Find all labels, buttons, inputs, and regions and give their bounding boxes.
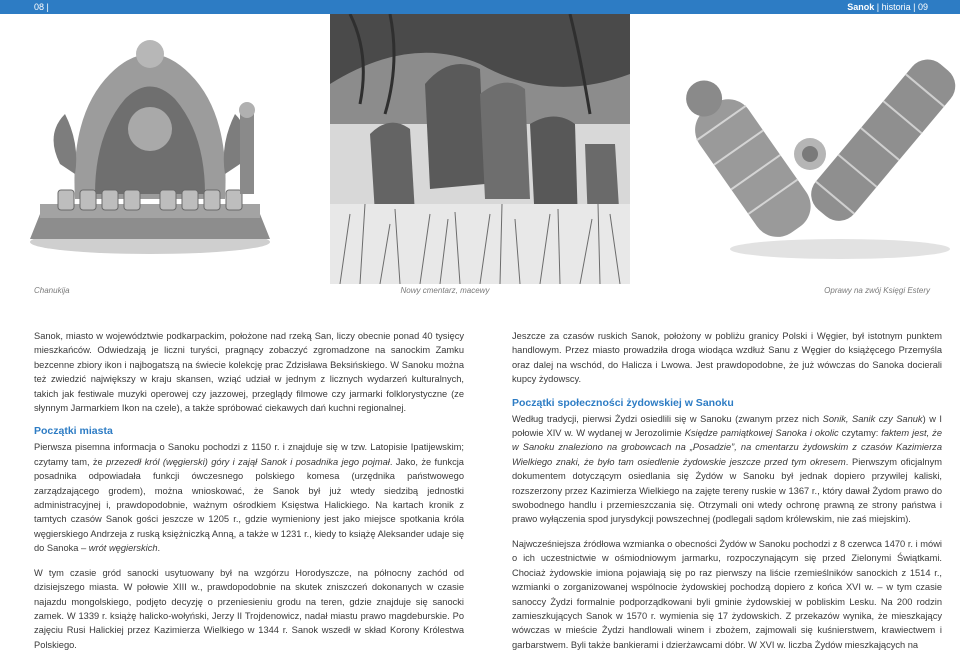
header-title: Sanok [847, 2, 875, 12]
heading-jewish-community: Początki społeczności żydowskiej w Sanoku [512, 396, 734, 409]
photo-scroll-cases [660, 14, 960, 284]
header-section: historia [881, 2, 911, 12]
intro-paragraph: Sanok, miasto w województwie podkarpackim, położone nad rzeką San, liczy obecnie ponad 40 tysięcy mieszkańców. Odwiedzają je liczni turyści, pragnący zobaczyć zgromadzone na sanockim Zamku bezcenne zbiory ikon i najbogatszą na świecie kolekcję prac Zdzisława Beksińskiego. W Sanoku można też zwiedzić największy w kraju skansen, wziąć udział w jednym z licznych wydarzeń kulturalnych, takich jak festiwale muzyki operowej czy jazzowej, przeglądy filmowe czy jarmarki folklorystyczne (ze słynnym Jarmarkiem Ikon na czele), a także spróbować ciekawych dań kuchni regionalnej. [34, 331, 464, 414]
photo-chanukija [0, 14, 300, 284]
heading-town-beginnings: Początki miasta [34, 425, 113, 438]
caption-scroll-cases: Oprawy na zwój Księgi Estery [824, 286, 930, 295]
page-number-right: 09 [917, 2, 928, 12]
paragraph-tradition: Według tradycji, pierwsi Żydzi osiedlili się w Sanoku (zwanym przez nich Sonik, Sanik czy Sanuk) w I połowie XIV w. W wydanej w Jerozolimie Księdze pamiątkowej Sanoka i okolic czytamy: faktem jest, że w Sanoku znaleziono na grobowcach na „Posadzie”, na cmentarzu żydowskim z czasów Kazimierza Wielkiego znaki, że było tam osiedlenie żydowskie jeszcze przed tym okresem. Pierwszym oficjalnym dokumentem dotyczącym osiedlania się Żydów w Sanoku był jednak dopiero przywilej kaliski, rozszerzony przez Kazimierza Wielkiego na zajęte tereny ruskie w 1367 r., który dawał Żydom prawo do swobodnego handlu i przemieszczania się. Otrzymali oni wtedy ochronę prawną ze strony państwa i prawo wyłączenia spod jurysdykcji powszechnej (podlegali sądom królewskim, nie zaś miejskim). [512, 413, 942, 525]
paragraph-earliest-mention: Najwcześniejsza źródłowa wzmianka o obecności Żydów w Sanoku pochodzi z 8 czerwca 1470 r. i mówi o ich uczestnictwie w ośmiodniowym jarmarku, rozpoczynającym się przed Zielonymi Świątkami. Chociaż żydowskie imiona pojawiają się po raz pierwszy na liście rzemieślników sanockich z 1514 r., wzmianki o zorganizowanej wspólnocie żydowskiej pochodzą dopiero z końca XVI w. – w tym czasie sanoccy Żydzi formalnie podporządkowani byli gminie żydowskiej w pobliskim Lesku. Na 200 rodzin zamieszkujących Sanok w 1570 r. wymienia się 17 żydowskich. Z przekazów wynika, że mieszkający wówczas w mieście Żydzi handlowali winem i zbożem, zajmowali się kuśnierstwem, krawiectwem i garbarstwem. Byli także bankierami i dzierżawcami dóbr. W XVI w. liczba Żydów mieszkających na [512, 538, 942, 650]
photo-cemetery [330, 14, 630, 284]
caption-chanukija: Chanukija [34, 286, 70, 295]
photo-strip [0, 14, 960, 284]
right-column [512, 329, 942, 662]
page-number-left: 08 | [34, 2, 49, 12]
paragraph-trade-route: Jeszcze za czasów ruskich Sanok, położony w pobliżu granicy Polski i Węgier, był istotnym punktem handlowym. Przez miasto prowadziła droga wiodąca wzdłuż Sanu z Węgier do książęcego Przemyśla oraz dalej na wschód, do Halicza i Lwowa. Jest prawdopodobne, że już wówczas do Sanoka docierali kupcy żydowscy. [512, 331, 942, 385]
caption-cemetery: Nowy cmentarz, macewy [400, 286, 490, 295]
paragraph-first-record: Pierwsza pisemna informacja o Sanoku pochodzi z 1150 r. i znajduje się w tzw. Latopisie Ipatijewskim; czytamy tam, że przezedł król (węgierski) góry i zajął Sanok i posadnika jego pojmał. Jako, że funkcja posadnika odpowiadała funkcji ówczesnego polskiego komesa (urzędnika państwowego zarządzającego grodem), można wnioskować, że Sanok był już wtedy siedzibą jednostki administracyjnej i, prawdopodobnie, ważnym ośrodkiem Księstwa Halickiego. Na kartach kronik z tamtych czasów Sanok gości jeszcze w 1205 r., gdzie wymieniony jest jako miejsce spotkania króla węgierskiego Andrzeja z ruską księżniczką Anną, a także w 1231 r., kiedy to książę Aleksander udaje się do Sanoka – wrót węgierskich. [34, 442, 464, 554]
paragraph-horodyszcze: W tym czasie gród sanocki usytuowany był na wzgórzu Horodyszcze, na północny zachód od dzisiejszego miasta. W połowie XIII w., prawdopodobnie na skutek zniszczeń dokonanych w czasie najazdu mongolskiego, podjęto decyzję o przeniesieniu grodu na teren, gdzie znajduje się sanocki zamek. W 1339 r. książę halicko-wołyński, Jerzy II Trojdenowicz, nadał miastu prawo magdeburskie. Po zajęciu Rusi Halickiej przez Kazimierza Wielkiego w 1344 r. Sanok wszedł w skład Korony Królestwa Polskiego. [34, 567, 464, 650]
left-column [34, 329, 464, 662]
page-header-right: Sanok | historia | 09 [847, 2, 928, 12]
page-header-bar [0, 0, 960, 14]
